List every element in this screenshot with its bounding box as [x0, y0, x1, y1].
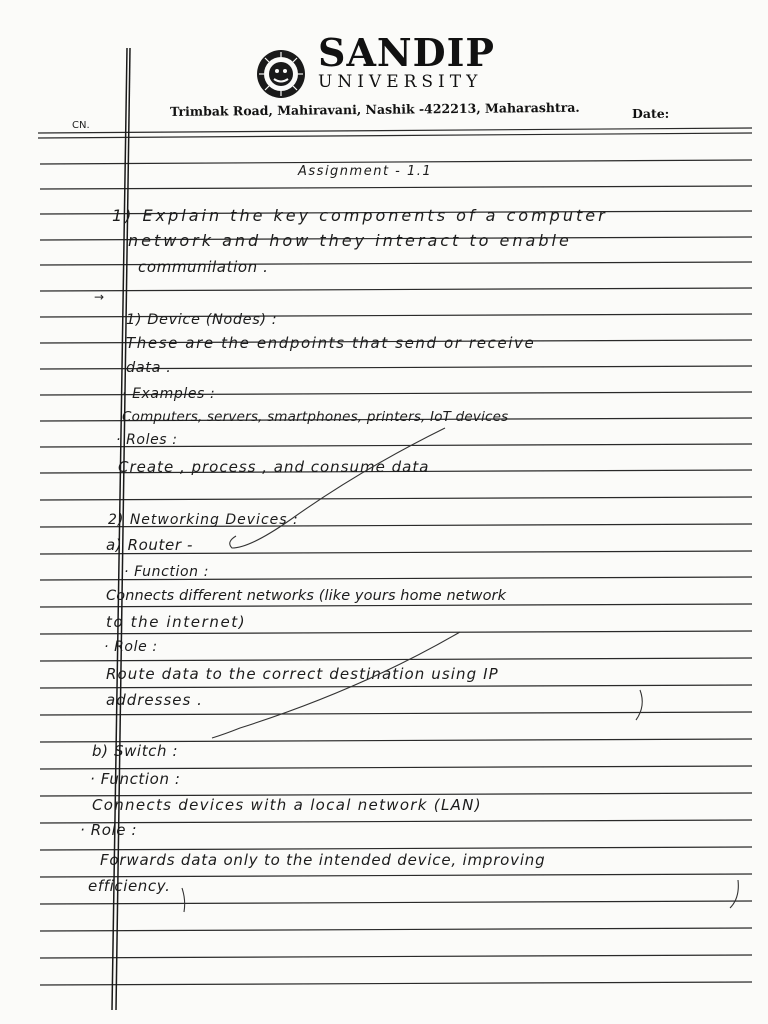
note-line: · Function : [90, 770, 181, 788]
margin-note: CN. [72, 120, 90, 131]
note-line: 2) Networking Devices : [108, 512, 299, 528]
university-address: Trimbak Road, Mahiravani, Nashik -422213, Maharashtra. [170, 99, 580, 119]
assignment-title: Assignment - 1.1 [298, 164, 433, 179]
note-line: Connects different networks (like yours home network [106, 588, 507, 604]
question-line-1: 1) Explain the key components of a computer [112, 206, 608, 225]
note-line: · Roles : [116, 432, 178, 448]
note-line: These are the endpoints that send or receive [126, 334, 536, 352]
arrow-mark: → [94, 290, 105, 304]
note-line: b) Switch : [92, 742, 179, 760]
note-line: · Function : [124, 564, 210, 580]
note-line: · Examples : [122, 386, 216, 402]
note-line: Computers, servers, smartphones, printers, IoT devices [122, 409, 509, 425]
question-line-2: network and how they interact to enable [128, 231, 572, 250]
date-label: Date: [632, 106, 670, 121]
note-line: addresses . [106, 691, 203, 709]
note-line: · Role : [104, 639, 158, 655]
note-line: Forwards data only to the intended device, improving [100, 851, 546, 869]
note-line: Create , process , and consume data [118, 458, 430, 476]
note-line: Connects devices with a local network (LAN) [92, 796, 482, 814]
question-line-3: communilation . [138, 258, 269, 276]
note-line: efficiency. [88, 877, 171, 895]
note-line: data . [126, 360, 172, 376]
note-line: · Role : [80, 821, 138, 839]
note-line: 1) Device (Nodes) : [126, 312, 278, 328]
university-subtitle: UNIVERSITY [318, 72, 483, 92]
note-line: a) Router - [106, 536, 193, 554]
note-line: to the internet) [106, 613, 247, 631]
note-line: Route data to the correct destination using IP [106, 665, 499, 683]
university-name: SANDIP [318, 30, 495, 75]
